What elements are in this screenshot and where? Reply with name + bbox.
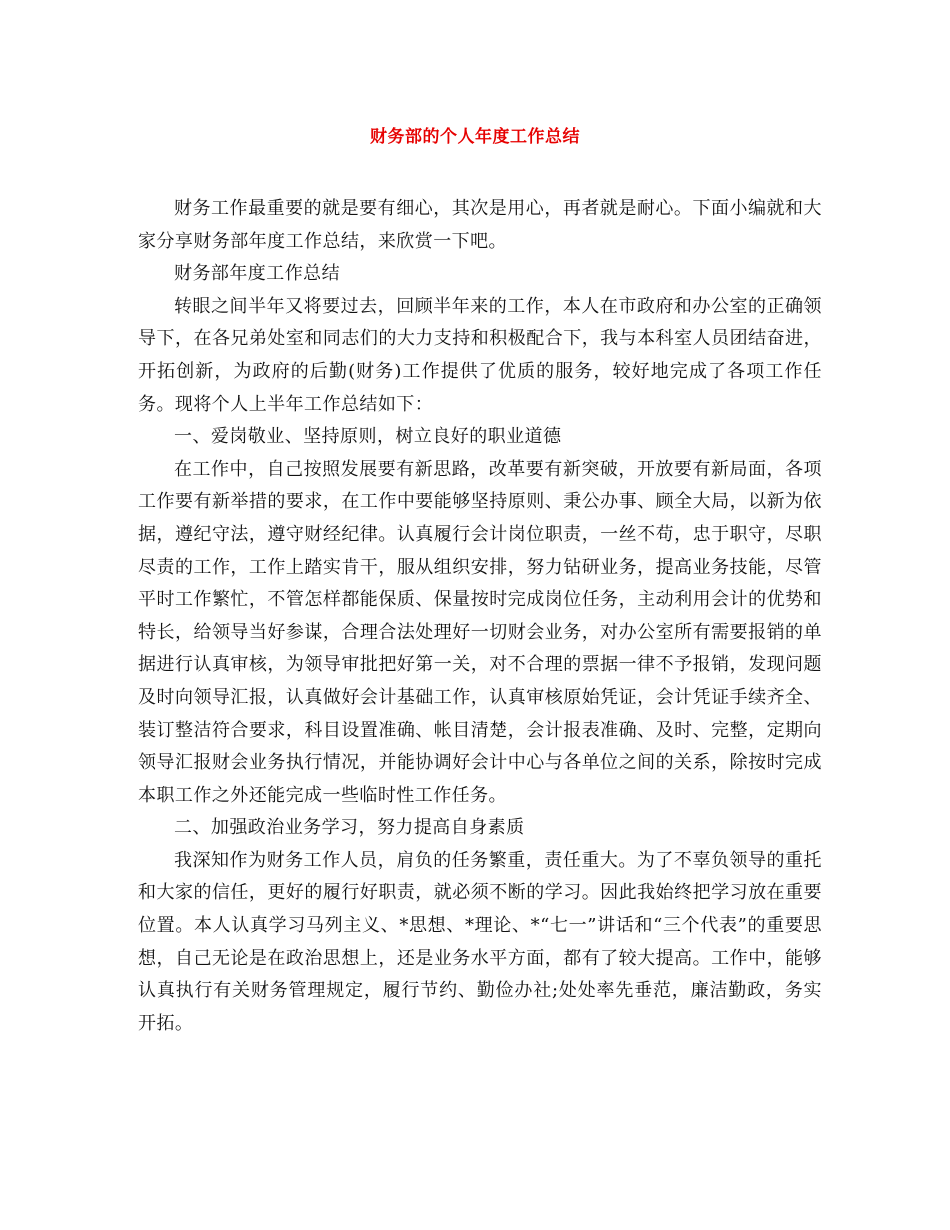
paragraph-subtitle: 财务部年度工作总结: [174, 263, 341, 285]
section-heading-2: 二、加强政治业务学习，努力提高自身素质: [174, 817, 525, 839]
document-title: 财务部的个人年度工作总结: [370, 127, 580, 147]
paragraph-section-2: 我深知作为财务工作人员，肩负的任务繁重，责任重大。为了不辜负领导的重托和大家的信任，更好的履行好职责，就必须不断的学习。因此我始终把学习放在重要位置。本人认真学习马列主义、*思想、*理论、*“七一”讲话和“三个代表”的重要思想，自己无论是在政治思想上，还是业务水平方面，都有了较大提高。工作中，能够认真执行有关财务管理规定，履行节约、勤俭办社;处处率先垂范，廉洁勤政，务实开拓。: [138, 849, 822, 1034]
paragraph-opening: 转眼之间半年又将要过去，回顾半年来的工作，本人在市政府和办公室的正确领导下，在各兄弟处室和同志们的大力支持和积极配合下，我与本科室人员团结奋进，开拓创新，为政府的后勤(财务)工作提供了优质的服务，较好地完成了各项工作任务。现将个人上半年工作总结如下：: [138, 295, 822, 415]
paragraph-section-1: 在工作中，自己按照发展要有新思路，改革要有新突破，开放要有新局面，各项工作要有新举措的要求，在工作中要能够坚持原则、秉公办事、顾全大局，以新为依据，遵纪守法，遵守财经纪律。认真履行会计岗位职责，一丝不苟，忠于职守，尽职尽责的工作，工作上踏实肯干，服从组织安排，努力钻研业务，提高业务技能，尽管平时工作繁忙，不管怎样都能保质、保量按时完成岗位任务，主动利用会计的优势和特长，给领导当好参谋，合理合法处理好一切财会业务，对办公室所有需要报销的单据进行认真审核，为领导审批把好第一关，对不合理的票据一律不予报销，发现问题及时向领导汇报，认真做好会计基础工作，认真审核原始凭证，会计凭证手续齐全、装订整洁符合要求，科目设置准确、帐目清楚，会计报表准确、及时、完整，定期向领导汇报财会业务执行情况，并能协调好会计中心与各单位之间的关系，除按时完成本职工作之外还能完成一些临时性工作任务。: [138, 458, 822, 806]
paragraph-intro: 财务工作最重要的就是要有细心，其次是用心，再者就是耐心。下面小编就和大家分享财务部年度工作总结，来欣赏一下吧。: [138, 198, 822, 252]
document-body: [138, 193, 822, 1040]
section-heading-1: 一、爱岗敬业、坚持原则，树立良好的职业道德: [174, 426, 562, 448]
